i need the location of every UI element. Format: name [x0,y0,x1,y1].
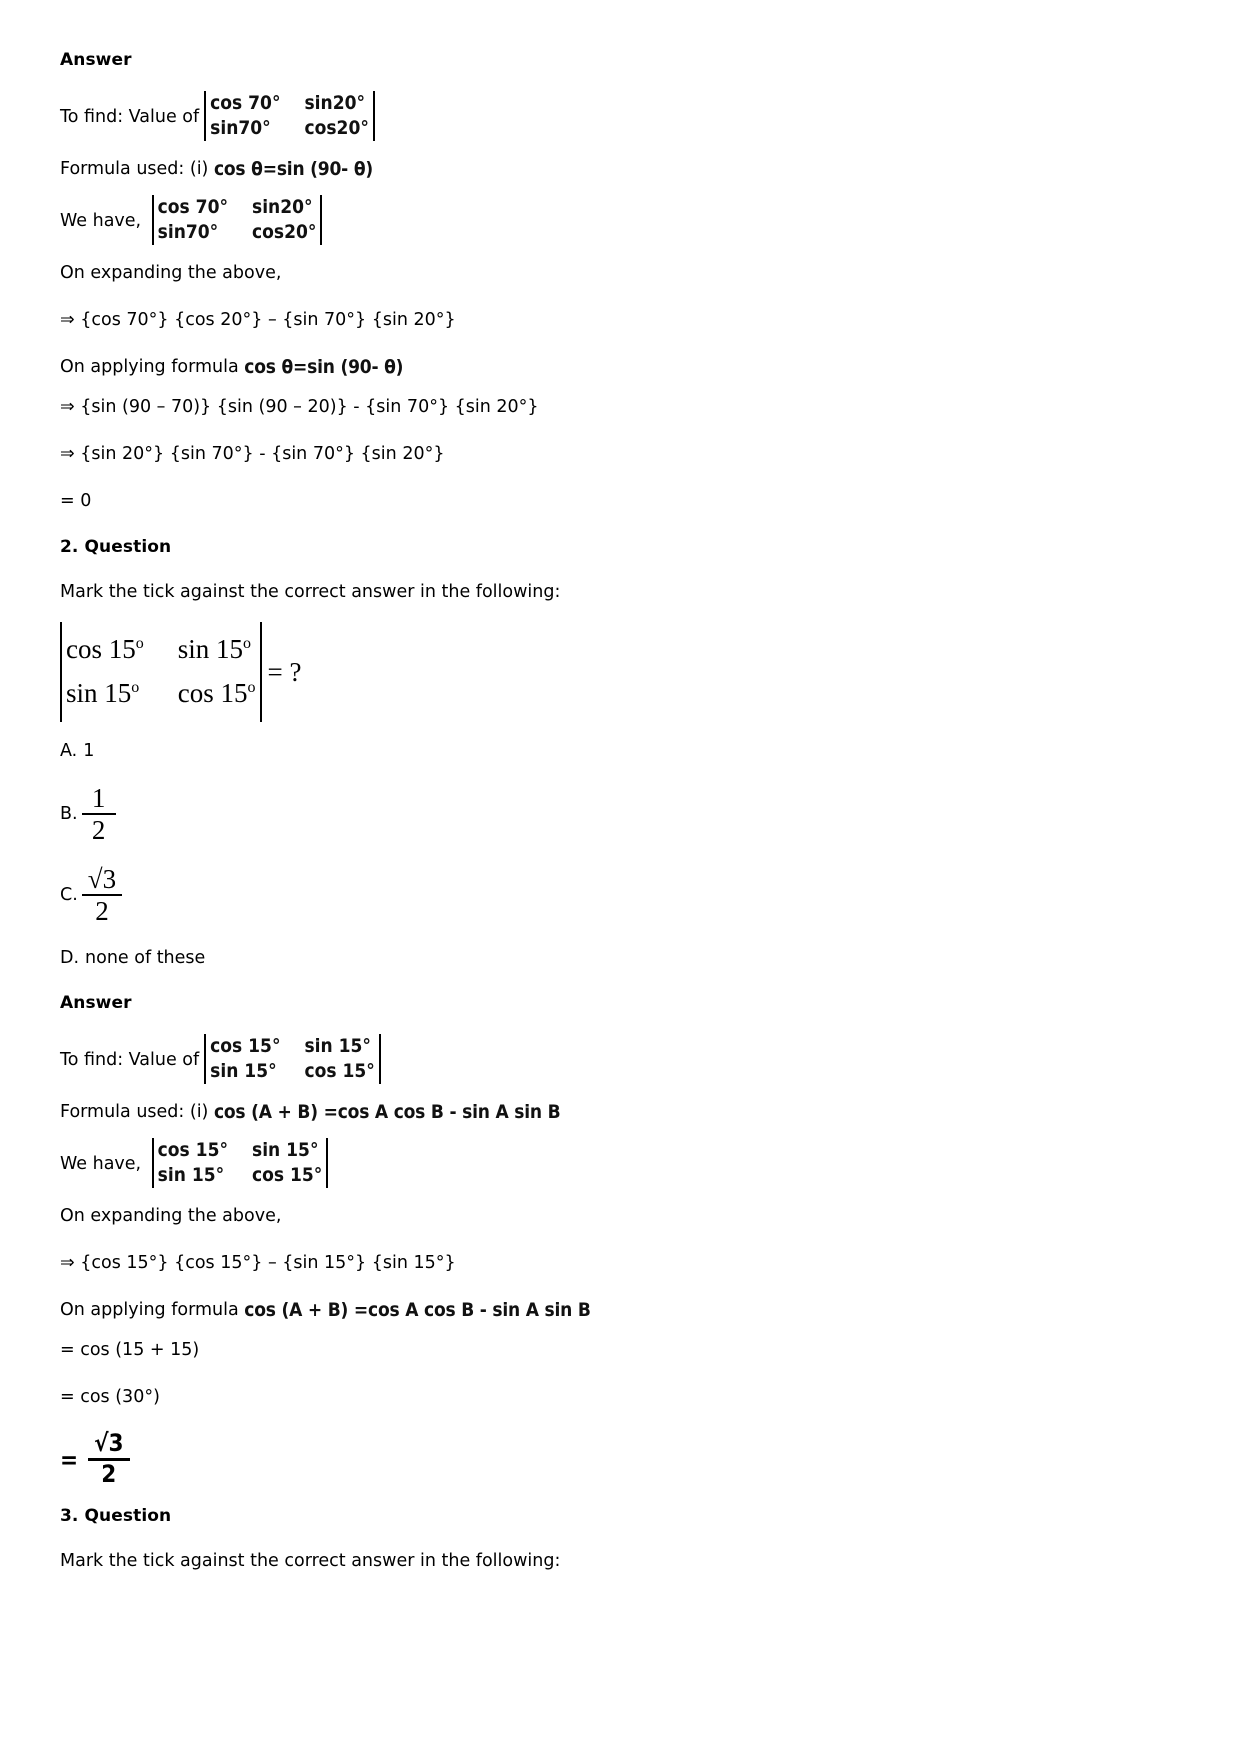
document-content [60,48,1180,1595]
question-3-prompt: Mark the tick against the correct answer in the following: [60,1551,561,1572]
option-c-fraction [82,865,122,926]
answer-2-applying-row [60,1297,1180,1323]
determinant-cell-r1c2: sin 15° [252,1139,319,1162]
determinant-right-bar [326,1138,328,1188]
formula-cos-theta-applied: cos θ=sin (90- θ) [244,356,404,378]
formula-cos-theta: cos θ=sin (90- θ) [213,158,373,180]
we-have-label: We have, [60,211,147,231]
option-a-value: 1 [83,741,95,761]
answer-2-expanding-label: On expanding the above, [60,1206,282,1227]
question-2-prompt: Mark the tick against the correct answer in the following: [60,582,561,602]
option-d-value: none of these [85,948,206,969]
option-c[interactable] [60,865,1180,926]
question-3-heading: 3. Question [60,1506,172,1527]
determinant-cell-r2c2: cos20° [304,117,369,139]
determinant-grid [154,1138,327,1188]
result-fraction [88,1431,129,1488]
determinant-cell-r2c1: sin 15° [210,1060,277,1083]
answer-2-we-have-row [60,1139,1180,1189]
to-find-label: To find: Value of [60,107,200,127]
formula-used-label: Formula used: (i) [60,1102,214,1123]
determinant-right-bar [379,1034,381,1084]
determinant-cos70-sin20-repeat [152,195,323,245]
determinant-right-bar [373,91,375,141]
determinant-grid [206,1034,379,1084]
answer-1-we-have-row [60,196,1180,246]
equals-question-mark: = ? [267,656,302,687]
question-2-determinant-row [60,622,1180,722]
determinant-cell-r1c2: sin20° [252,196,313,218]
formula-cos-a-plus-b: cos (A + B) =cos A cos B - sin A sin B [213,1101,561,1124]
determinant-cell-r1c2: sin20° [304,92,366,114]
applying-formula-label: On applying formula [60,357,245,377]
determinant-cell-r2c1: sin70° [210,117,271,139]
answer-1-to-find-row [60,92,1180,142]
answer-1-applying-row [60,354,1180,380]
determinant-cell-r2c1: sin70° [157,221,219,243]
option-a-label: A. [60,741,78,761]
option-d[interactable] [60,945,1180,971]
answer-2-step-cos30: = cos (30°) [60,1387,160,1408]
determinant-right-bar [320,195,322,245]
answer-1-expanding-label: On expanding the above, [60,263,282,283]
answer-2-to-find-row [60,1035,1180,1085]
fraction-numerator: 1 [91,783,106,813]
determinant-cell-r1c1: cos 15° [210,1035,281,1058]
determinant-cell-r1c1: cos 15$^o$ [66,634,144,664]
answer-1-step-expand: ⇒ {cos 70°} {cos 20°} – {sin 70°} {sin 20°} [60,310,456,330]
determinant-cell-r1c1: cos 70° [210,92,281,114]
answer-2-result-row [60,1431,1180,1488]
option-c-label: C. [60,885,78,906]
determinant-cell-r1c2: sin 15° [304,1035,371,1058]
formula-used-label: Formula used: (i) [60,159,214,179]
determinant-cell-r2c2: cos 15° [252,1164,323,1187]
we-have-label: We have, [60,1154,147,1175]
determinant-cell-r2c2: cos 15° [304,1060,375,1083]
determinant-cos15-sin15 [60,622,262,722]
option-d-label: D. [60,948,80,969]
question-2-heading: 2. Question [60,537,172,557]
determinant-grid [154,195,321,245]
option-b-label: B. [60,804,78,825]
fraction-denominator: 2 [91,815,106,846]
fraction-denominator: 2 [95,896,109,927]
answer-1-heading: Answer [60,50,132,70]
fraction-numerator: √3 [87,863,117,894]
option-b-fraction [82,784,116,845]
answer-2-heading: Answer [60,993,132,1014]
determinant-cell-r1c2: sin 15$^o$ [177,634,252,664]
answer-1-result: = 0 [60,491,92,511]
applying-formula-label: On applying formula [60,1300,245,1321]
fraction-numerator: √3 [94,1429,124,1458]
determinant-cos15-sin15-sans-repeat [152,1138,329,1188]
determinant-cos70-sin20 [204,91,375,141]
to-find-label: To find: Value of [60,1050,200,1071]
determinant-cos15-sin15-sans [204,1034,381,1084]
answer-1-step-simplify: ⇒ {sin 20°} {sin 70°} - {sin 70°} {sin 20°} [60,444,445,464]
option-a[interactable] [60,738,1180,764]
answer-1-formula-row [60,156,1180,182]
determinant-right-bar [260,622,262,722]
determinant-grid [206,91,373,141]
formula-cos-a-plus-b-applied: cos (A + B) =cos A cos B - sin A sin B [244,1299,591,1322]
fraction-denominator: 2 [101,1460,117,1489]
answer-2-step-expand: ⇒ {cos 15°} {cos 15°} – {sin 15°} {sin 15°} [60,1253,456,1274]
result-equals-sign: = [60,1445,79,1474]
answer-1-step-apply: ⇒ {sin (90 – 70)} {sin (90 – 20)} - {sin 70°} {sin 20°} [60,397,539,417]
answer-2-formula-row [60,1099,1180,1125]
option-b[interactable] [60,784,1180,845]
determinant-cell-r1c1: cos 15° [157,1139,229,1162]
determinant-cell-r1c1: cos 70° [157,196,229,218]
determinant-cell-r2c2: cos20° [252,221,317,243]
determinant-grid [62,622,260,722]
answer-2-step-sum: = cos (15 + 15) [60,1340,200,1361]
determinant-cell-r2c1: sin 15° [157,1164,225,1187]
determinant-cell-r2c1: sin 15$^o$ [66,678,140,708]
determinant-cell-r2c2: cos 15$^o$ [177,678,256,708]
